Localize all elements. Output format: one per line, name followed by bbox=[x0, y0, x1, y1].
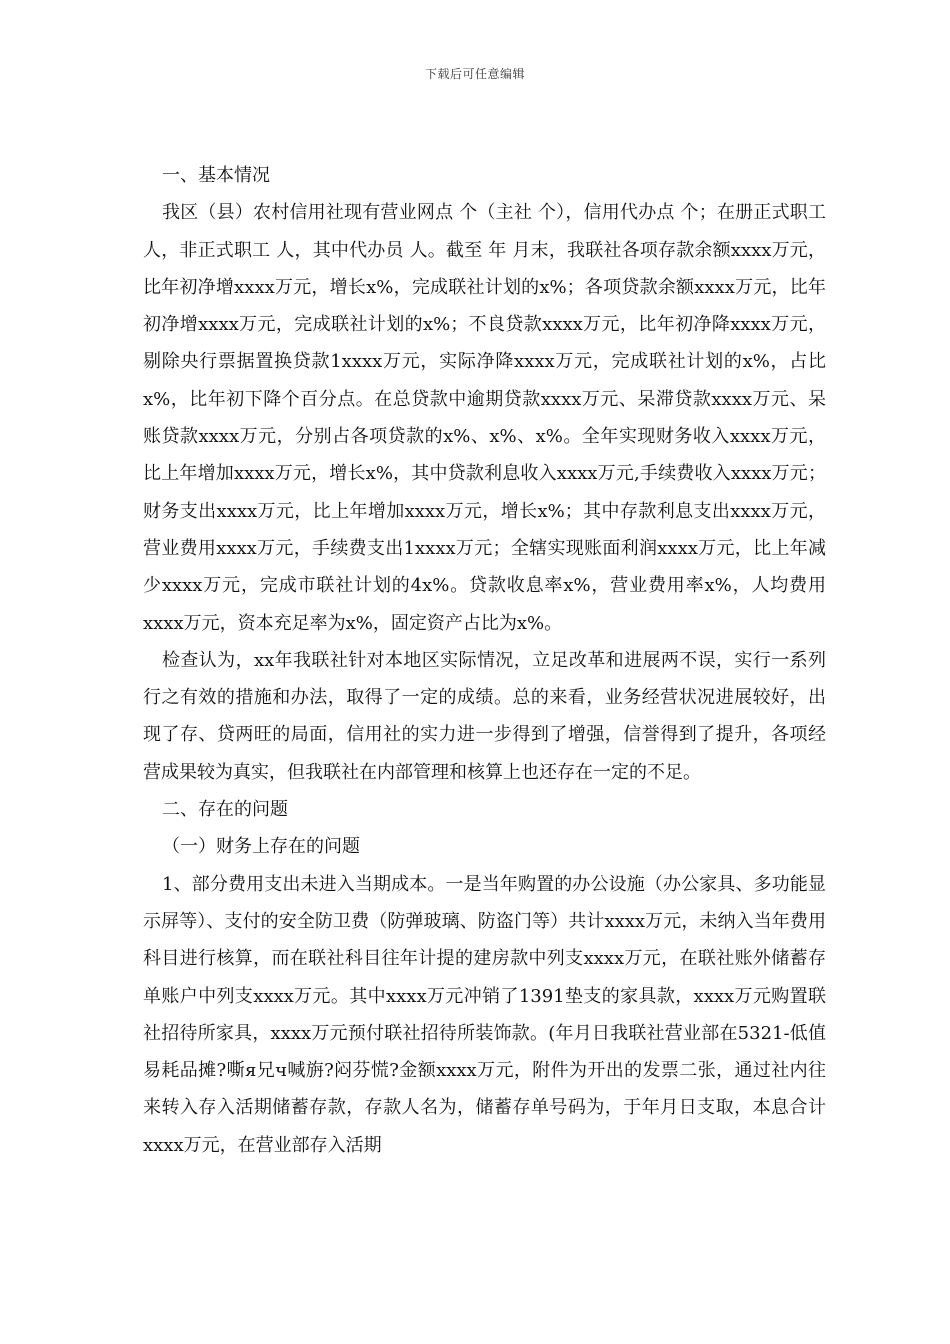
section-heading-problems: 二、存在的问题 bbox=[162, 799, 288, 821]
paragraph-expense-item-1: 1、部分费用支出未进入当期成本。一是当年购置的办公设施（办公家具、多功能显示屏等）、支付的安全防卫费（防弹玻璃、防盗门等）共计xxxx万元，未纳入当年费用科目进行核算，而在联社科目往年计提的建房款中列支xxxx万元，在联社账外储蓄存单账户中列支xxxx万元。其中xxxx万元冲销了1391垫支的家具款，xxxx万元购置联社招待所家具，xxxx万元预付联社招待所装饰款。(年月日我联社营业部在5321-低值易耗品摊?嘶я兄ч喊旃?闷芬慌?金额xxxx万元，附件为开出的发票二张，通过社内往来转入存入活期储蓄存款，存款人名为，储蓄存单号码为，于年月日支取，本息合计xxxx万元，在营业部存入活期 bbox=[143, 873, 826, 1156]
page-header-note: 下载后可任意编辑 bbox=[424, 67, 525, 81]
document-body bbox=[143, 157, 826, 1164]
subsection-heading-finance: （一）财务上存在的问题 bbox=[162, 836, 360, 858]
paragraph-basic-figures: 我区（县）农村信用社现有营业网点 个（主社 个），信用代办点 个；在册正式职工 人，非正式职工 人，其中代办员 人。截至 年 月末，我联社各项存款余额xxxx万元，比年初净增xxxx万元，增长x%，完成联社计划的x%；各项贷款余额xxxx万元，比年初净增xxxx万元，完成联社计划的x%；不良贷款xxxx万元，比年初净降xxxx万元，剔除央行票据置换贷款1xxxx万元，实际净降xxxx万元，完成联社计划的x%，占比x%，比年初下降个百分点。在总贷款中逾期贷款xxxx万元、呆滞贷款xxxx万元、呆账贷款xxxx万元，分别占各项贷款的x%、x%、x%。全年实现财务收入xxxx万元，比上年增加xxxx万元，增长x%，其中贷款利息收入xxxx万元,手续费收入xxxx万元；财务支出xxxx万元，比上年增加xxxx万元，增长x%；其中存款利息支出xxxx万元，营业费用xxxx万元，手续费支出1xxxx万元；全辖实现账面利润xxxx万元，比上年减少xxxx万元，完成市联社计划的4x%。贷款收息率x%，营业费用率x%，人均费用xxxx万元，资本充足率为x%，固定资产占比为x%。 bbox=[143, 202, 826, 634]
section-heading-basic: 一、基本情况 bbox=[162, 165, 270, 186]
paragraph-assessment: 检查认为，xx年我联社针对本地区实际情况，立足改革和进展两不误，实行一系列行之有效的措施和办法，取得了一定的成绩。总的来看，业务经营状况进展较好，出现了存、贷两旺的局面，信用社的实力进一步得到了增强，信誉得到了提升，各项经营成果较为真实，但我联社在内部管理和核算上也还存在一定的不足。 bbox=[143, 649, 826, 783]
